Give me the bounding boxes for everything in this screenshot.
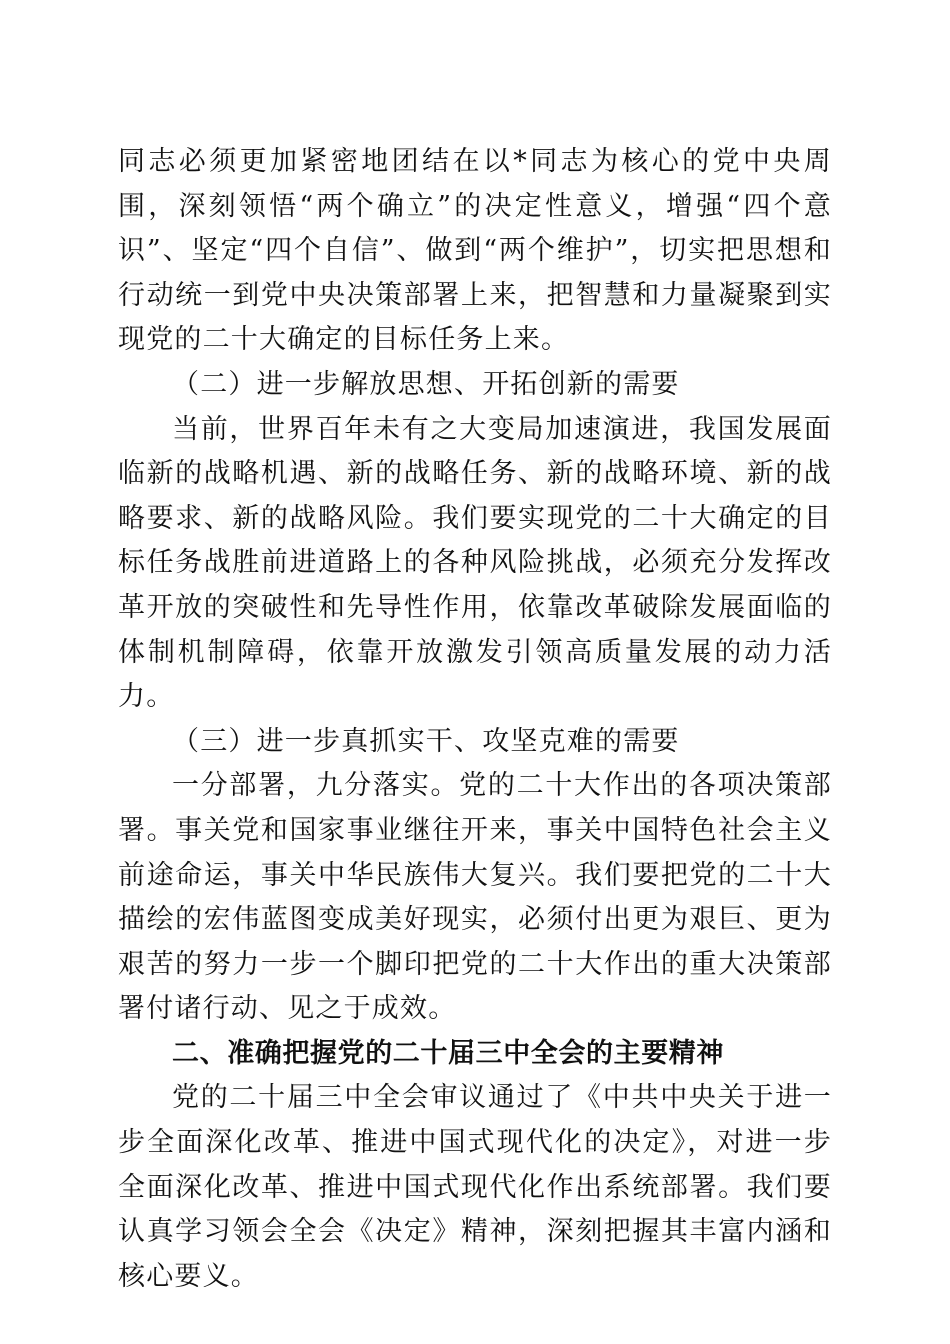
paragraph-plenary-session: 党的二十届三中全会审议通过了《中共中央关于进一步全面深化改革、推进中国式现代化的决定》，对进一步全面深化改革、推进中国式现代化作出系统部署。我们要认真学习领会全会《决定》精神，深刻把握其丰富内涵和核心要义。 <box>118 1082 832 1292</box>
subheading-three: （三）进一步真抓实干、攻坚克难的需要 <box>172 725 680 757</box>
paragraph-continuation: 同志必须更加紧密地团结在以*同志为核心的党中央周围，深刻领悟“两个确立”的决定性意义，增强“四个意识”、坚定“四个自信”、做到“两个维护”，切实把思想和行动统一到党中央决策部署上来，把智慧和力量凝聚到实现党的二十大确定的目标任务上来。 <box>118 146 832 356</box>
section-heading-two: 二、准确把握党的二十届三中全会的主要精神 <box>172 1037 724 1069</box>
document-body <box>118 140 832 1299</box>
subheading-two: （二）进一步解放思想、开拓创新的需要 <box>172 368 680 400</box>
paragraph-implementation: 一分部署，九分落实。党的二十大作出的各项决策部署。事关党和国家事业继往开来，事关中国特色社会主义前途命运，事关中华民族伟大复兴。我们要把党的二十大描绘的宏伟蓝图变成美好现实，必须付出更为艰巨、更为艰苦的努力一步一个脚印把党的二十大作出的重大决策部署付诸行动、见之于成效。 <box>118 770 832 1025</box>
paragraph-current-situation: 当前，世界百年未有之大变局加速演进，我国发展面临新的战略机遇、新的战略任务、新的战略环境、新的战略要求、新的战略风险。我们要实现党的二十大确定的目标任务战胜前进道路上的各种风险挑战，必须充分发挥改革开放的突破性和先导性作用，依靠改革破除发展面临的体制机制障碍，依靠开放激发引领高质量发展的动力活力。 <box>118 413 832 713</box>
